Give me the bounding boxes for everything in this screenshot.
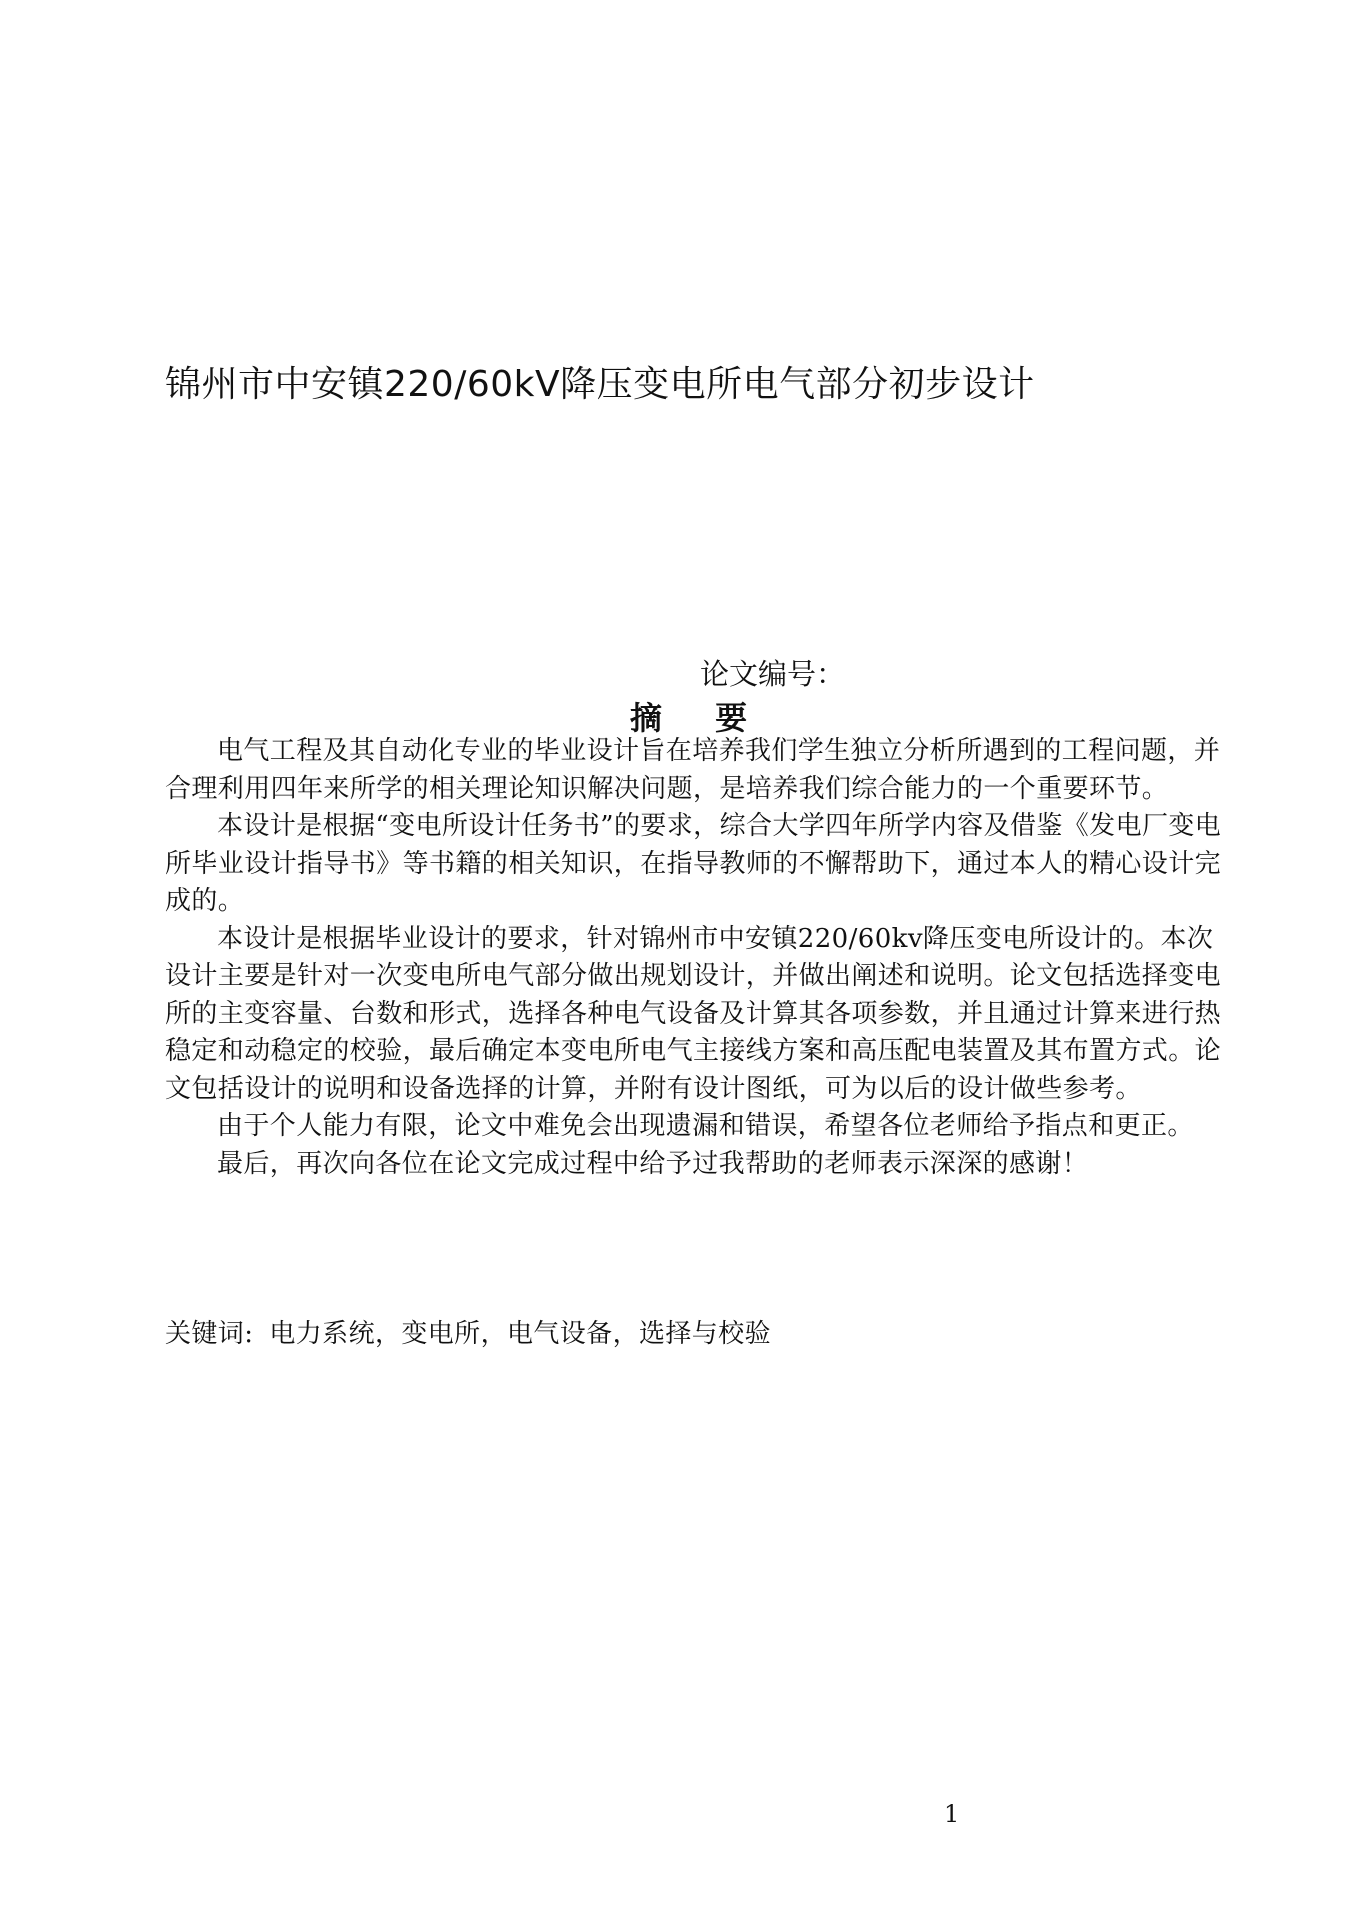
keywords-line xyxy=(165,1313,771,1350)
document-title: 锦州市中安镇220/60kV降压变电所电气部分初步设计 xyxy=(165,364,1035,405)
paper-number-label: 论文编号： xyxy=(700,657,846,691)
abstract-paragraph: 最后，再次向各位在论文完成过程中给予过我帮助的老师表示深深的感谢！ xyxy=(217,1148,1089,1179)
page-number: 1 xyxy=(944,1800,960,1828)
abstract-paragraph: 本设计是根据“变电所设计任务书”的要求，综合大学四年所学内容及借鉴《发电厂变电所毕业设计指导书》等书籍的相关知识，在指导教师的不懈帮助下，通过本人的精心设计完成的。 xyxy=(165,811,1222,916)
keywords-label: 关键词: xyxy=(165,1319,254,1349)
abstract-heading: 摘 要 xyxy=(630,699,748,737)
abstract-paragraph: 电气工程及其自动化专业的毕业设计旨在培养我们学生独立分析所遇到的工程问题，并合理利用四年来所学的相关理论知识解决问题，是培养我们综合能力的一个重要环节。 xyxy=(165,736,1221,804)
keywords-text: 电力系统，变电所，电气设备，选择与校验 xyxy=(269,1319,771,1349)
abstract-body xyxy=(165,733,1223,1183)
abstract-paragraph: 本设计是根据毕业设计的要求，针对锦州市中安镇220/60kv降压变电所设计的。本次设计主要是针对一次变电所电气部分做出规划设计，并做出阐述和说明。论文包括选择变电所的主变容量、台数和形式，选择各种电气设备及计算其各项参数，并且通过计算来进行热稳定和动稳定的校验，最后确定本变电所电气主接线方案和高压配电装置及其布置方式。论文包括设计的说明和设备选择的计算，并附有设计图纸，可为以后的设计做些参考。 xyxy=(165,923,1222,1104)
abstract-paragraph: 由于个人能力有限，论文中难免会出现遗漏和错误，希望各位老师给予指点和更正。 xyxy=(217,1111,1194,1141)
